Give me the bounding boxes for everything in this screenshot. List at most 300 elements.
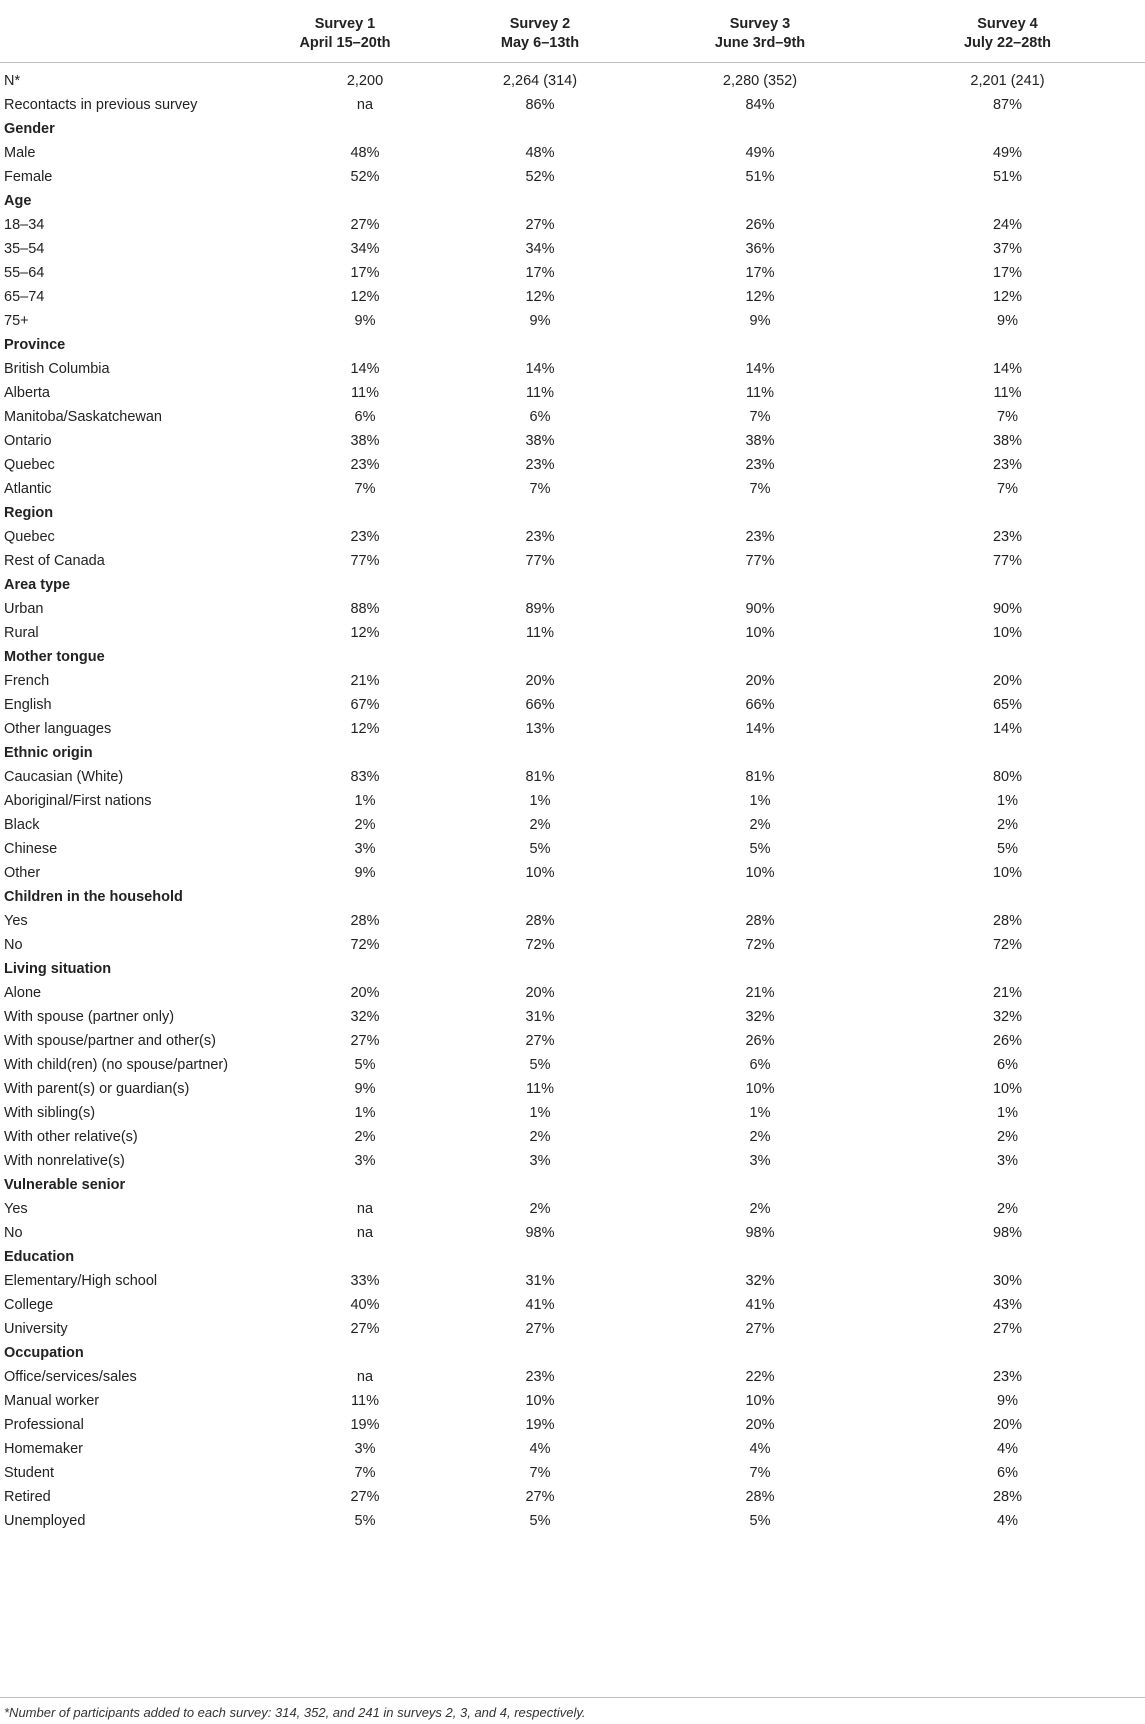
table-cell-survey-3: 90%	[745, 601, 775, 617]
row-label: Aboriginal/First nations	[4, 793, 152, 809]
cell-value: 83%	[350, 769, 380, 785]
table-cell-survey-2: 89%	[525, 601, 555, 617]
table-row	[0, 789, 1145, 813]
table-cell-survey-3: 20%	[745, 673, 775, 689]
empty-cell	[260, 1245, 430, 1269]
table-cell-survey-2: 10%	[525, 1393, 555, 1409]
section-header-row	[0, 741, 1145, 765]
table-cell-survey-2: 13%	[525, 721, 555, 737]
section-header-row	[0, 1245, 1145, 1269]
table-cell-survey-3: 84%	[745, 97, 775, 113]
row-label: Manitoba/Saskatchewan	[4, 409, 162, 425]
table-cell-survey-3: 98%	[745, 1225, 775, 1241]
table-cell-survey-3: 7%	[749, 409, 771, 425]
table-cell-survey-3: 51%	[745, 169, 775, 185]
table-cell-survey-3: 22%	[745, 1369, 775, 1385]
table-cell-survey-4: 30%	[992, 1273, 1023, 1289]
table-cell-survey-2: 72%	[525, 937, 555, 953]
table-cell-survey-1	[260, 693, 430, 717]
column-title: Survey 3	[729, 16, 791, 32]
column-dates: April 15–20th	[299, 35, 391, 51]
table-cell-survey-3: 23%	[745, 457, 775, 473]
table-cell-survey-4: 5%	[997, 841, 1018, 857]
cell-value: 3%	[354, 1153, 376, 1169]
row-label: Male	[4, 145, 36, 161]
empty-cell	[430, 1341, 650, 1365]
row-label: Caucasian (White)	[4, 769, 124, 785]
table-row	[0, 477, 1145, 501]
table-cell-survey-4: 38%	[992, 433, 1023, 449]
table-cell-survey-4: 49%	[992, 145, 1023, 161]
table-cell-survey-3: 7%	[749, 481, 771, 497]
cell-value: 27%	[350, 217, 380, 233]
table-row	[0, 1461, 1145, 1485]
table-cell-survey-1	[260, 453, 430, 477]
table-row	[0, 357, 1145, 381]
section-header-row	[0, 189, 1145, 213]
cell-value: 12%	[350, 625, 380, 641]
table-row	[0, 1509, 1145, 1533]
row-label: Elementary/High school	[4, 1273, 158, 1289]
table-cell-survey-4: 2,201 (241)	[970, 73, 1045, 89]
table-cell-survey-1	[260, 309, 430, 333]
table-cell-survey-1	[260, 141, 430, 165]
table-cell-survey-3: 26%	[745, 1033, 775, 1049]
column-header-survey-3	[650, 6, 870, 63]
table-cell-survey-2: 12%	[525, 289, 555, 305]
table-cell-survey-1	[260, 861, 430, 885]
table-cell-survey-3: 5%	[749, 1513, 771, 1529]
table-cell-survey-1	[260, 1101, 430, 1125]
row-label: Yes	[4, 1201, 28, 1217]
section-header-row	[0, 1173, 1145, 1197]
empty-cell	[650, 1341, 870, 1365]
table-cell-survey-4: 20%	[992, 1417, 1023, 1433]
table-cell-survey-1	[260, 1221, 430, 1245]
empty-cell	[650, 117, 870, 141]
row-label: With child(ren) (no spouse/partner)	[4, 1057, 229, 1073]
table-cell-survey-4: 51%	[992, 169, 1023, 185]
table-header	[0, 6, 1145, 63]
table-cell-survey-4: 1%	[997, 1105, 1018, 1121]
section-label: Education	[4, 1249, 75, 1265]
table-row	[0, 909, 1145, 933]
cell-value: 3%	[354, 1441, 376, 1457]
empty-cell	[260, 1173, 430, 1197]
table-cell-survey-3: 2,280 (352)	[722, 73, 798, 89]
table-row	[0, 237, 1145, 261]
row-label: Recontacts in previous survey	[4, 97, 198, 113]
cell-value: 14%	[350, 361, 380, 377]
column-dates: July 22–28th	[963, 35, 1052, 51]
table-cell-survey-1	[260, 1365, 430, 1389]
table-cell-survey-4: 1%	[997, 793, 1018, 809]
cell-value: na	[356, 1225, 374, 1241]
table-cell-survey-4: 80%	[992, 769, 1023, 785]
table-row	[0, 1149, 1145, 1173]
table-cell-survey-3: 9%	[749, 313, 771, 329]
table-cell-survey-3: 26%	[745, 217, 775, 233]
empty-cell	[650, 957, 870, 981]
table-cell-survey-4: 2%	[997, 1201, 1018, 1217]
table-cell-survey-2: 5%	[529, 841, 551, 857]
empty-cell	[430, 1173, 650, 1197]
table-row	[0, 933, 1145, 957]
section-label: Occupation	[4, 1345, 84, 1361]
cell-value: 28%	[350, 913, 380, 929]
cell-value: 77%	[350, 553, 380, 569]
table-cell-survey-3: 7%	[749, 1465, 771, 1481]
table-row	[0, 93, 1145, 117]
table-cell-survey-3: 5%	[749, 841, 771, 857]
column-dates: May 6–13th	[500, 35, 580, 51]
section-label: Gender	[4, 121, 55, 137]
table-cell-survey-2: 2%	[529, 1201, 551, 1217]
empty-cell	[650, 501, 870, 525]
row-label: Rural	[4, 625, 39, 641]
row-label: Ontario	[4, 433, 52, 449]
cell-value: 9%	[354, 313, 376, 329]
table-cell-survey-2: 31%	[525, 1009, 555, 1025]
cell-value: 7%	[354, 1465, 376, 1481]
table-cell-survey-3: 28%	[745, 1489, 775, 1505]
row-label: Other languages	[4, 721, 112, 737]
table-cell-survey-3: 20%	[745, 1417, 775, 1433]
table-cell-survey-1	[260, 1437, 430, 1461]
table-cell-survey-4: 23%	[992, 529, 1023, 545]
row-label: N*	[4, 73, 21, 89]
table-cell-survey-1	[260, 933, 430, 957]
table-row	[0, 669, 1145, 693]
row-label: Homemaker	[4, 1441, 83, 1457]
table-row	[0, 405, 1145, 429]
table-cell-survey-2: 1%	[529, 1105, 551, 1121]
table-cell-survey-2: 7%	[529, 481, 551, 497]
table-cell-survey-1	[260, 63, 430, 94]
table-row	[0, 453, 1145, 477]
table-cell-survey-4: 28%	[992, 913, 1023, 929]
section-label: Age	[4, 193, 32, 209]
row-label: With spouse (partner only)	[4, 1009, 175, 1025]
table-row	[0, 63, 1145, 94]
table-cell-survey-2: 7%	[529, 1465, 551, 1481]
table-cell-survey-3: 3%	[749, 1153, 771, 1169]
table-cell-survey-4: 7%	[997, 409, 1018, 425]
empty-cell	[260, 573, 430, 597]
cell-value: 33%	[350, 1273, 380, 1289]
empty-cell	[870, 189, 1145, 213]
table-cell-survey-4: 65%	[992, 697, 1023, 713]
row-label: Alone	[4, 985, 42, 1001]
table-row	[0, 1269, 1145, 1293]
cell-value: na	[356, 1369, 374, 1385]
empty-cell	[650, 1173, 870, 1197]
table-cell-survey-2: 52%	[525, 169, 555, 185]
empty-cell	[430, 957, 650, 981]
table-cell-survey-1	[260, 669, 430, 693]
table-footnote: *Number of participants added to each survey: 314, 352, and 241 in surveys 2, 3, and 4, respectively.	[4, 1705, 586, 1720]
empty-cell	[260, 1341, 430, 1365]
table-cell-survey-1	[260, 477, 430, 501]
table-row	[0, 1389, 1145, 1413]
table-cell-survey-2: 23%	[525, 529, 555, 545]
table-cell-survey-3: 38%	[745, 433, 775, 449]
table-row	[0, 1125, 1145, 1149]
row-label: British Columbia	[4, 361, 110, 377]
cell-value: 12%	[350, 289, 380, 305]
survey-demographics-table	[0, 6, 1145, 1533]
row-label: Professional	[4, 1417, 84, 1433]
empty-cell	[870, 885, 1145, 909]
empty-cell	[870, 333, 1145, 357]
cell-value: na	[356, 97, 374, 113]
table-cell-survey-1	[260, 525, 430, 549]
cell-value: 23%	[350, 529, 380, 545]
table-cell-survey-2: 27%	[525, 1321, 555, 1337]
table-row	[0, 1005, 1145, 1029]
table-cell-survey-4: 2%	[997, 817, 1018, 833]
cell-value: 2%	[354, 1129, 376, 1145]
empty-cell	[870, 501, 1145, 525]
section-header-row	[0, 501, 1145, 525]
cell-value: 23%	[350, 457, 380, 473]
table-cell-survey-2: 28%	[525, 913, 555, 929]
table-cell-survey-4: 4%	[997, 1441, 1018, 1457]
table-cell-survey-4: 26%	[992, 1033, 1023, 1049]
table-cell-survey-3: 72%	[745, 937, 775, 953]
row-label: Yes	[4, 913, 28, 929]
cell-value: 21%	[350, 673, 380, 689]
table-row	[0, 1413, 1145, 1437]
cell-value: 1%	[354, 793, 376, 809]
table-cell-survey-4: 9%	[997, 1393, 1018, 1409]
empty-cell	[870, 1245, 1145, 1269]
table-cell-survey-1	[260, 213, 430, 237]
cell-value: 48%	[350, 145, 380, 161]
cell-value: 2,200	[346, 73, 384, 89]
cell-value: 2%	[354, 817, 376, 833]
table-cell-survey-3: 10%	[745, 1393, 775, 1409]
table-cell-survey-1	[260, 549, 430, 573]
table-row	[0, 141, 1145, 165]
row-label: No	[4, 1225, 23, 1241]
table-row	[0, 1437, 1145, 1461]
table-cell-survey-1	[260, 93, 430, 117]
table-cell-survey-2: 48%	[525, 145, 555, 161]
cell-value: 20%	[350, 985, 380, 1001]
table-row	[0, 1221, 1145, 1245]
table-cell-survey-3: 4%	[749, 1441, 771, 1457]
table-row	[0, 981, 1145, 1005]
row-label: With sibling(s)	[4, 1105, 96, 1121]
table-cell-survey-1	[260, 981, 430, 1005]
empty-cell	[260, 189, 430, 213]
table-row	[0, 1077, 1145, 1101]
row-label: Manual worker	[4, 1393, 100, 1409]
table-cell-survey-3: 10%	[745, 1081, 775, 1097]
table-cell-survey-1	[260, 165, 430, 189]
empty-cell	[650, 645, 870, 669]
empty-cell	[650, 741, 870, 765]
table-row	[0, 285, 1145, 309]
table-cell-survey-4: 14%	[992, 361, 1023, 377]
table-cell-survey-3: 36%	[745, 241, 775, 257]
table-cell-survey-1	[260, 237, 430, 261]
table-cell-survey-4: 27%	[992, 1321, 1023, 1337]
table-cell-survey-4: 2%	[997, 1129, 1018, 1145]
table-cell-survey-1	[260, 1389, 430, 1413]
table-cell-survey-2: 11%	[526, 1081, 554, 1097]
cell-value: 11%	[351, 385, 379, 401]
table-cell-survey-4: 10%	[992, 1081, 1023, 1097]
table-cell-survey-3: 6%	[749, 1057, 771, 1073]
row-label: With nonrelative(s)	[4, 1153, 125, 1169]
cell-value: 5%	[354, 1057, 376, 1073]
table-cell-survey-3: 49%	[745, 145, 775, 161]
table-cell-survey-3: 10%	[745, 865, 775, 881]
table-cell-survey-2: 27%	[525, 1033, 555, 1049]
table-cell-survey-3: 10%	[745, 625, 775, 641]
cell-value: 9%	[354, 1081, 376, 1097]
row-label: Retired	[4, 1489, 51, 1505]
empty-cell	[870, 645, 1145, 669]
table-cell-survey-1	[260, 1149, 430, 1173]
table-row	[0, 549, 1145, 573]
cell-value: 27%	[350, 1033, 380, 1049]
table-row	[0, 1293, 1145, 1317]
table-cell-survey-2: 98%	[525, 1225, 555, 1241]
table-cell-survey-1	[260, 765, 430, 789]
table-cell-survey-4: 17%	[992, 265, 1023, 281]
cell-value: 88%	[350, 601, 380, 617]
empty-cell	[430, 333, 650, 357]
empty-cell	[650, 189, 870, 213]
table-row	[0, 813, 1145, 837]
cell-value: 5%	[354, 1513, 376, 1529]
table-cell-survey-1	[260, 909, 430, 933]
table-cell-survey-2: 10%	[525, 865, 555, 881]
cell-value: 72%	[350, 937, 380, 953]
table-cell-survey-3: 81%	[745, 769, 775, 785]
table-row	[0, 1197, 1145, 1221]
empty-cell	[650, 885, 870, 909]
table-cell-survey-1	[260, 1269, 430, 1293]
table-row	[0, 837, 1145, 861]
header-row	[0, 6, 1145, 63]
row-label: Alberta	[4, 385, 50, 401]
row-label: With parent(s) or guardian(s)	[4, 1081, 190, 1097]
table-row	[0, 621, 1145, 645]
cell-value: 34%	[350, 241, 380, 257]
row-label: University	[4, 1321, 68, 1337]
table-cell-survey-4: 37%	[992, 241, 1023, 257]
table-cell-survey-2: 20%	[525, 673, 555, 689]
table-cell-survey-4: 7%	[997, 481, 1018, 497]
cell-value: 27%	[350, 1321, 380, 1337]
empty-cell	[260, 501, 430, 525]
section-label: Area type	[4, 577, 71, 593]
table-cell-survey-3: 1%	[749, 793, 771, 809]
row-label: With other relative(s)	[4, 1129, 138, 1145]
table-cell-survey-3: 41%	[745, 1297, 775, 1313]
table-cell-survey-1	[260, 1293, 430, 1317]
row-label: Urban	[4, 601, 44, 617]
row-label: Student	[4, 1465, 54, 1481]
empty-cell	[430, 117, 650, 141]
row-label: Unemployed	[4, 1513, 86, 1529]
table-row	[0, 165, 1145, 189]
table-row	[0, 861, 1145, 885]
table-cell-survey-3: 14%	[745, 721, 775, 737]
table-cell-survey-1	[260, 1485, 430, 1509]
table-cell-survey-2: 6%	[529, 409, 551, 425]
table-cell-survey-3: 77%	[745, 553, 775, 569]
table-bottom-rule	[0, 1697, 1145, 1698]
cell-value: 17%	[350, 265, 380, 281]
section-header-row	[0, 1341, 1145, 1365]
table-cell-survey-3: 1%	[749, 1105, 771, 1121]
table-cell-survey-3: 21%	[745, 985, 775, 1001]
table-cell-survey-2: 11%	[526, 625, 554, 641]
table-cell-survey-1	[260, 1197, 430, 1221]
table-cell-survey-2: 23%	[525, 457, 555, 473]
cell-value: 3%	[354, 841, 376, 857]
row-label: Office/services/sales	[4, 1369, 137, 1385]
table-cell-survey-4: 43%	[992, 1297, 1023, 1313]
table-cell-survey-1	[260, 381, 430, 405]
table-cell-survey-1	[260, 717, 430, 741]
cell-value: 38%	[350, 433, 380, 449]
table-cell-survey-4: 24%	[992, 217, 1023, 233]
table-body	[0, 63, 1145, 1534]
row-label: No	[4, 937, 23, 953]
table-cell-survey-1	[260, 1509, 430, 1533]
column-title: Survey 2	[509, 16, 571, 32]
empty-cell	[650, 333, 870, 357]
empty-cell	[430, 885, 650, 909]
table-cell-survey-1	[260, 1053, 430, 1077]
table-row	[0, 1365, 1145, 1389]
table-cell-survey-4: 4%	[997, 1513, 1018, 1529]
table-row	[0, 429, 1145, 453]
empty-cell	[870, 117, 1145, 141]
table-cell-survey-1	[260, 1317, 430, 1341]
table-cell-survey-2: 1%	[529, 793, 551, 809]
empty-cell	[430, 1245, 650, 1269]
table-cell-survey-1	[260, 597, 430, 621]
empty-cell	[870, 573, 1145, 597]
cell-value: 67%	[350, 697, 380, 713]
table-cell-survey-2: 11%	[526, 385, 554, 401]
section-label: Vulnerable senior	[4, 1177, 126, 1193]
row-label: English	[4, 697, 52, 713]
table-cell-survey-2: 66%	[525, 697, 555, 713]
column-header-survey-2	[430, 6, 650, 63]
empty-cell	[430, 501, 650, 525]
table-cell-survey-3: 27%	[745, 1321, 775, 1337]
cell-value: 32%	[350, 1009, 380, 1025]
table-cell-survey-2: 23%	[525, 1369, 555, 1385]
table-cell-survey-3: 66%	[745, 697, 775, 713]
table-cell-survey-4: 77%	[992, 553, 1023, 569]
empty-cell	[260, 885, 430, 909]
row-label: Chinese	[4, 841, 58, 857]
table-cell-survey-2: 86%	[525, 97, 555, 113]
table-cell-survey-3: 2%	[749, 817, 771, 833]
row-label: Rest of Canada	[4, 553, 105, 569]
table-row	[0, 1101, 1145, 1125]
table-cell-survey-1	[260, 1413, 430, 1437]
